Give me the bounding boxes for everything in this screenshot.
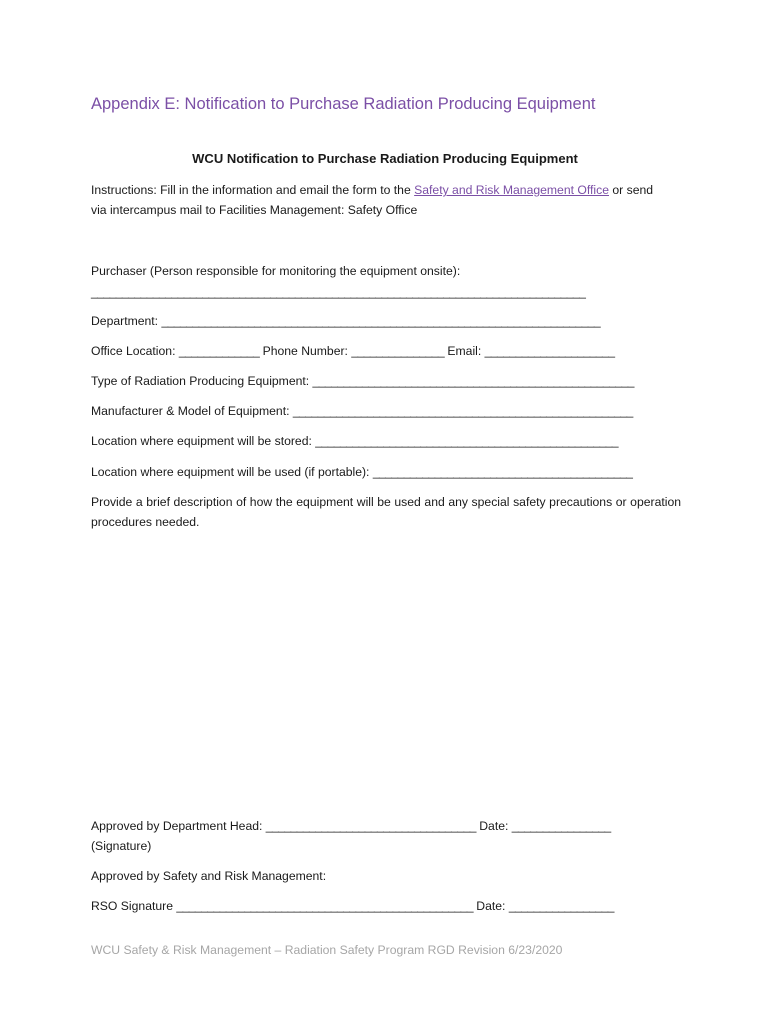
instructions-line-1 [91,182,681,198]
dept-head-date-field[interactable]: ________________ [511,819,611,833]
appendix-title: Appendix E: Notification to Purchase Radiation Producing Equipment [91,95,596,113]
used-location-field[interactable]: __________________________________________ [372,465,633,479]
stored-location-row [91,433,681,449]
phone-field[interactable]: _______________ [351,344,444,358]
signature-note: (Signature) [91,839,152,853]
used-location-label: Location where equipment will be used (if portable): [91,465,373,479]
purchaser-field[interactable]: ________________________________________________________________________________ [91,285,586,299]
equipment-type-row [91,373,681,389]
department-label: Department: [91,314,162,328]
equipment-type-field[interactable]: ____________________________________________________ [312,374,634,388]
description-prompt: Provide a brief description of how the equipment will be used and any special safety precautions or operation procedures needed. [91,495,681,529]
email-field[interactable]: _____________________ [484,344,615,358]
department-field[interactable]: _______________________________________________________________________ [161,314,601,328]
contact-row [91,343,681,359]
office-location-field[interactable]: _____________ [178,344,260,358]
dept-head-label: Approved by Department Head: [91,819,266,833]
rso-date-field[interactable]: _________________ [508,899,614,913]
office-location-label: Office Location: [91,344,179,358]
manufacturer-label: Manufacturer & Model of Equipment: [91,404,293,418]
safety-office-link[interactable]: Safety and Risk Management Office [414,183,609,197]
instructions-text: Instructions: Fill in the information and email the form to the [91,183,415,197]
form-title: WCU Notification to Purchase Radiation Producing Equipment [192,151,578,166]
dept-head-approval-row [91,818,681,834]
phone-label: Phone Number: [259,344,352,358]
purchaser-label: Purchaser (Person responsible for monitoring the equipment onsite): [91,264,461,278]
equipment-type-label: Type of Radiation Producing Equipment: [91,374,313,388]
manufacturer-row [91,403,681,419]
rso-label: RSO Signature [91,899,177,913]
instructions-text-after-link: or send [609,183,654,197]
stored-location-field[interactable]: _________________________________________________ [315,434,618,448]
email-label: Email: [444,344,485,358]
dept-head-date-label: Date: [475,819,512,833]
srm-approval-label: Approved by Safety and Risk Management: [91,869,327,883]
instructions-line-2: via intercampus mail to Facilities Management: Safety Office [91,203,418,217]
dept-head-signature-field[interactable]: __________________________________ [265,819,476,833]
department-row [91,313,681,329]
page-footer: WCU Safety & Risk Management – Radiation Safety Program RGD Revision 6/23/2020 [91,943,563,957]
manufacturer-field[interactable]: _______________________________________________________ [292,404,633,418]
stored-location-label: Location where equipment will be stored: [91,434,316,448]
rso-date-label: Date: [472,899,509,913]
rso-signature-row [91,898,681,914]
used-location-row [91,464,681,480]
rso-signature-field[interactable]: ________________________________________________ [176,899,473,913]
